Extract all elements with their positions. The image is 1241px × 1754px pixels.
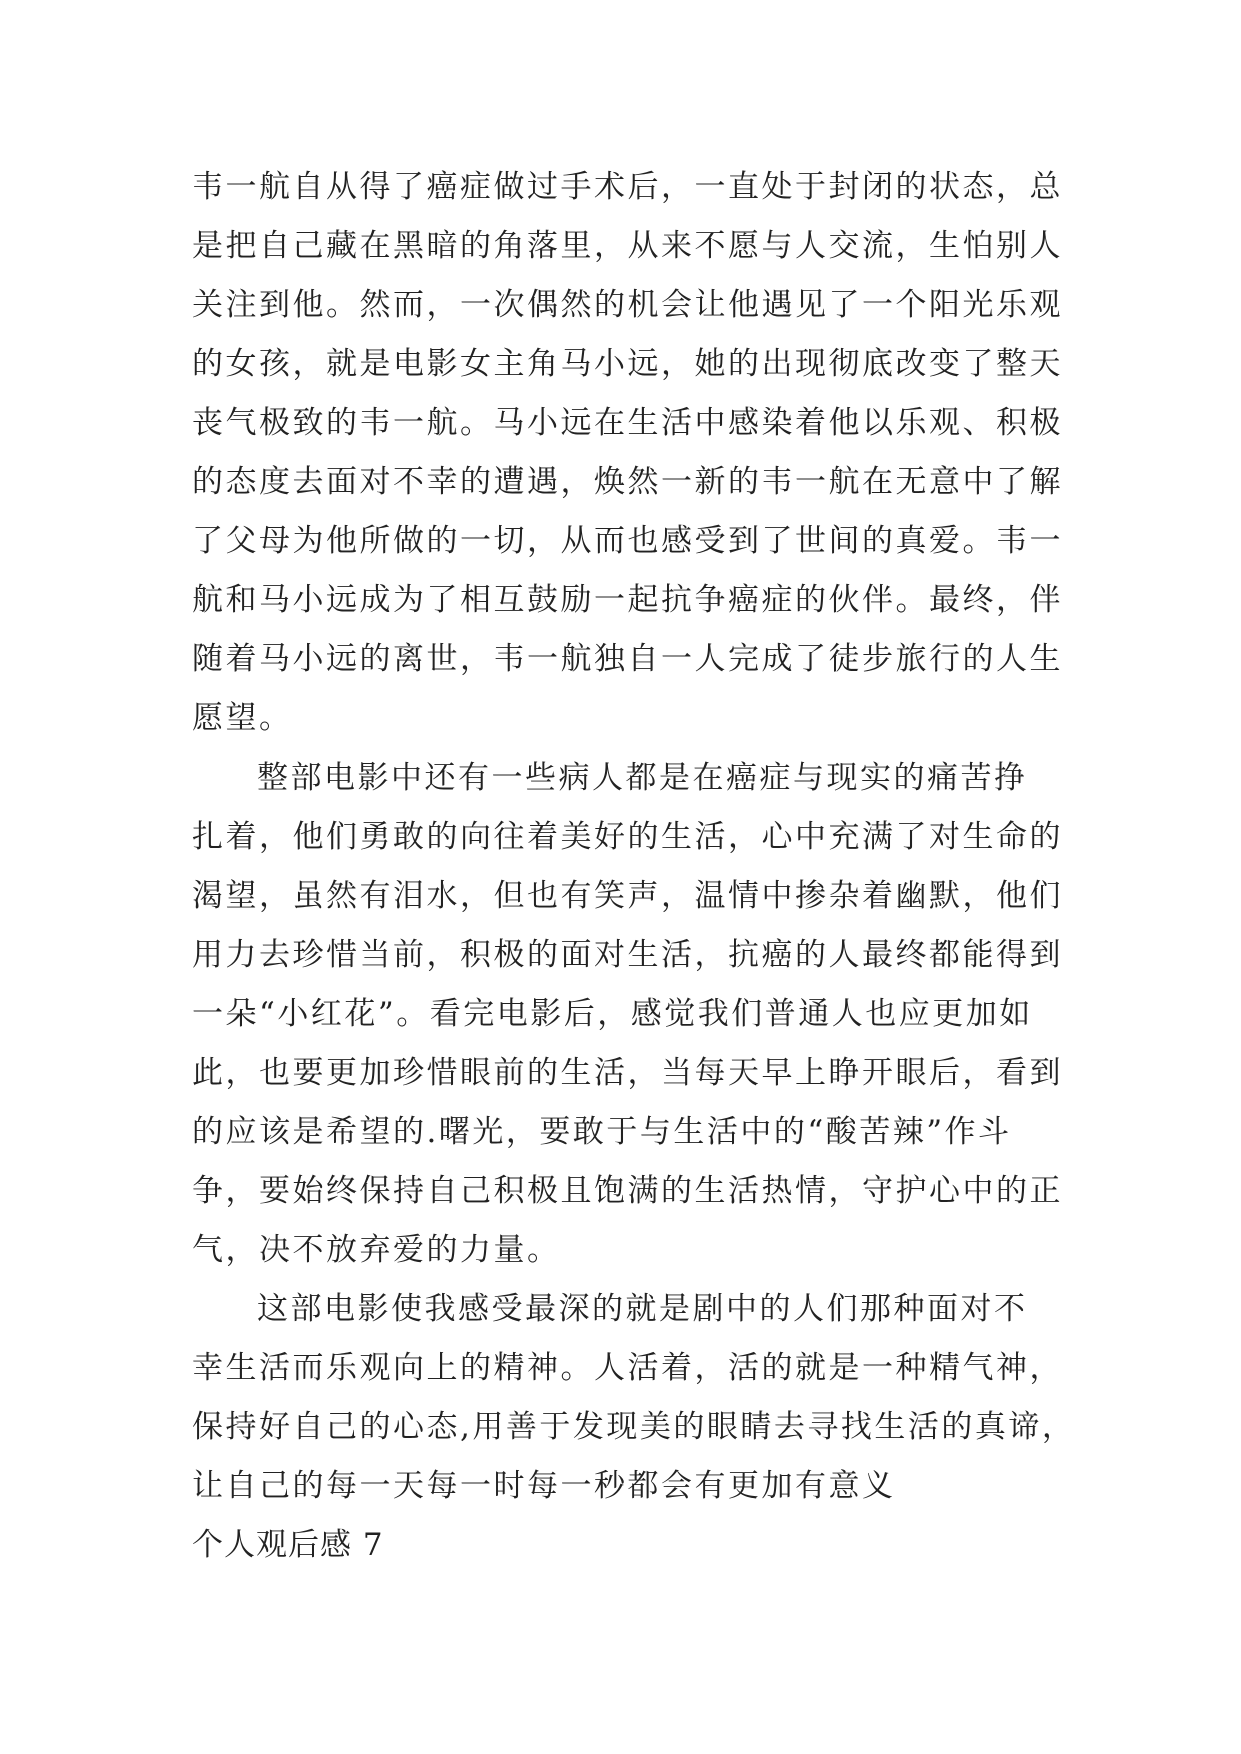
paragraph-3-line: 幸生活而乐观向上的精神。人活着，活的就是一种精气神， [192, 1350, 1063, 1386]
section-heading: 个人观后感 7 [192, 1527, 384, 1563]
paragraph-1-line: 关注到他。然而，一次偶然的机会让他遇见了一个阳光乐观 [192, 287, 1063, 323]
paragraph-1-line: 韦一航自从得了癌症做过手术后，一直处于封闭的状态，总 [192, 169, 1063, 205]
paragraph-1-line: 了父母为他所做的一切，从而也感受到了世间的真爱。韦一 [192, 523, 1063, 559]
paragraph-1-line: 是把自己藏在黑暗的角落里，从来不愿与人交流，生怕别人 [192, 228, 1063, 264]
paragraph-2-line: 气，决不放弃爱的力量。 [192, 1232, 561, 1268]
paragraph-1-line: 的态度去面对不幸的遭遇，焕然一新的韦一航在无意中了解 [192, 464, 1063, 500]
paragraph-1-line: 的女孩，就是电影女主角马小远，她的出现彻底改变了整天 [192, 346, 1063, 382]
paragraph-2-line: 的应该是希望的.曙光，要敢于与生活中的“酸苦辣”作斗 [192, 1114, 1012, 1150]
paragraph-3-line: 保持好自己的心态,用善于发现美的眼睛去寻找生活的真谛， [192, 1409, 1076, 1445]
paragraph-2-line: 渴望，虽然有泪水，但也有笑声，温情中掺杂着幽默，他们 [192, 878, 1063, 914]
paragraph-1-line: 愿望。 [192, 700, 293, 736]
paragraph-3-line: 让自己的每一天每一时每一秒都会有更加有意义 [192, 1468, 896, 1504]
paragraph-2-line: 此，也要更加珍惜眼前的生活，当每天早上睁开眼后，看到 [192, 1055, 1063, 1091]
paragraph-2-line: 整部电影中还有一些病人都是在癌症与现实的痛苦挣 [257, 760, 1028, 796]
paragraph-2-line: 用力去珍惜当前，积极的面对生活，抗癌的人最终都能得到 [192, 937, 1063, 973]
paragraph-1-line: 丧气极致的韦一航。马小远在生活中感染着他以乐观、积极 [192, 405, 1063, 441]
paragraph-1-line: 航和马小远成为了相互鼓励一起抗争癌症的伙伴。最终，伴 [192, 582, 1063, 618]
paragraph-2-line: 争，要始终保持自己积极且饱满的生活热情，守护心中的正 [192, 1173, 1063, 1209]
paragraph-1-line: 随着马小远的离世，韦一航独自一人完成了徒步旅行的人生 [192, 641, 1063, 677]
paragraph-2-line: 一朵“小红花”。看完电影后，感觉我们普通人也应更加如 [192, 996, 1033, 1032]
paragraph-2-line: 扎着，他们勇敢的向往着美好的生活，心中充满了对生命的 [192, 819, 1063, 855]
paragraph-3-line: 这部电影使我感受最深的就是剧中的人们那种面对不 [257, 1291, 1028, 1327]
